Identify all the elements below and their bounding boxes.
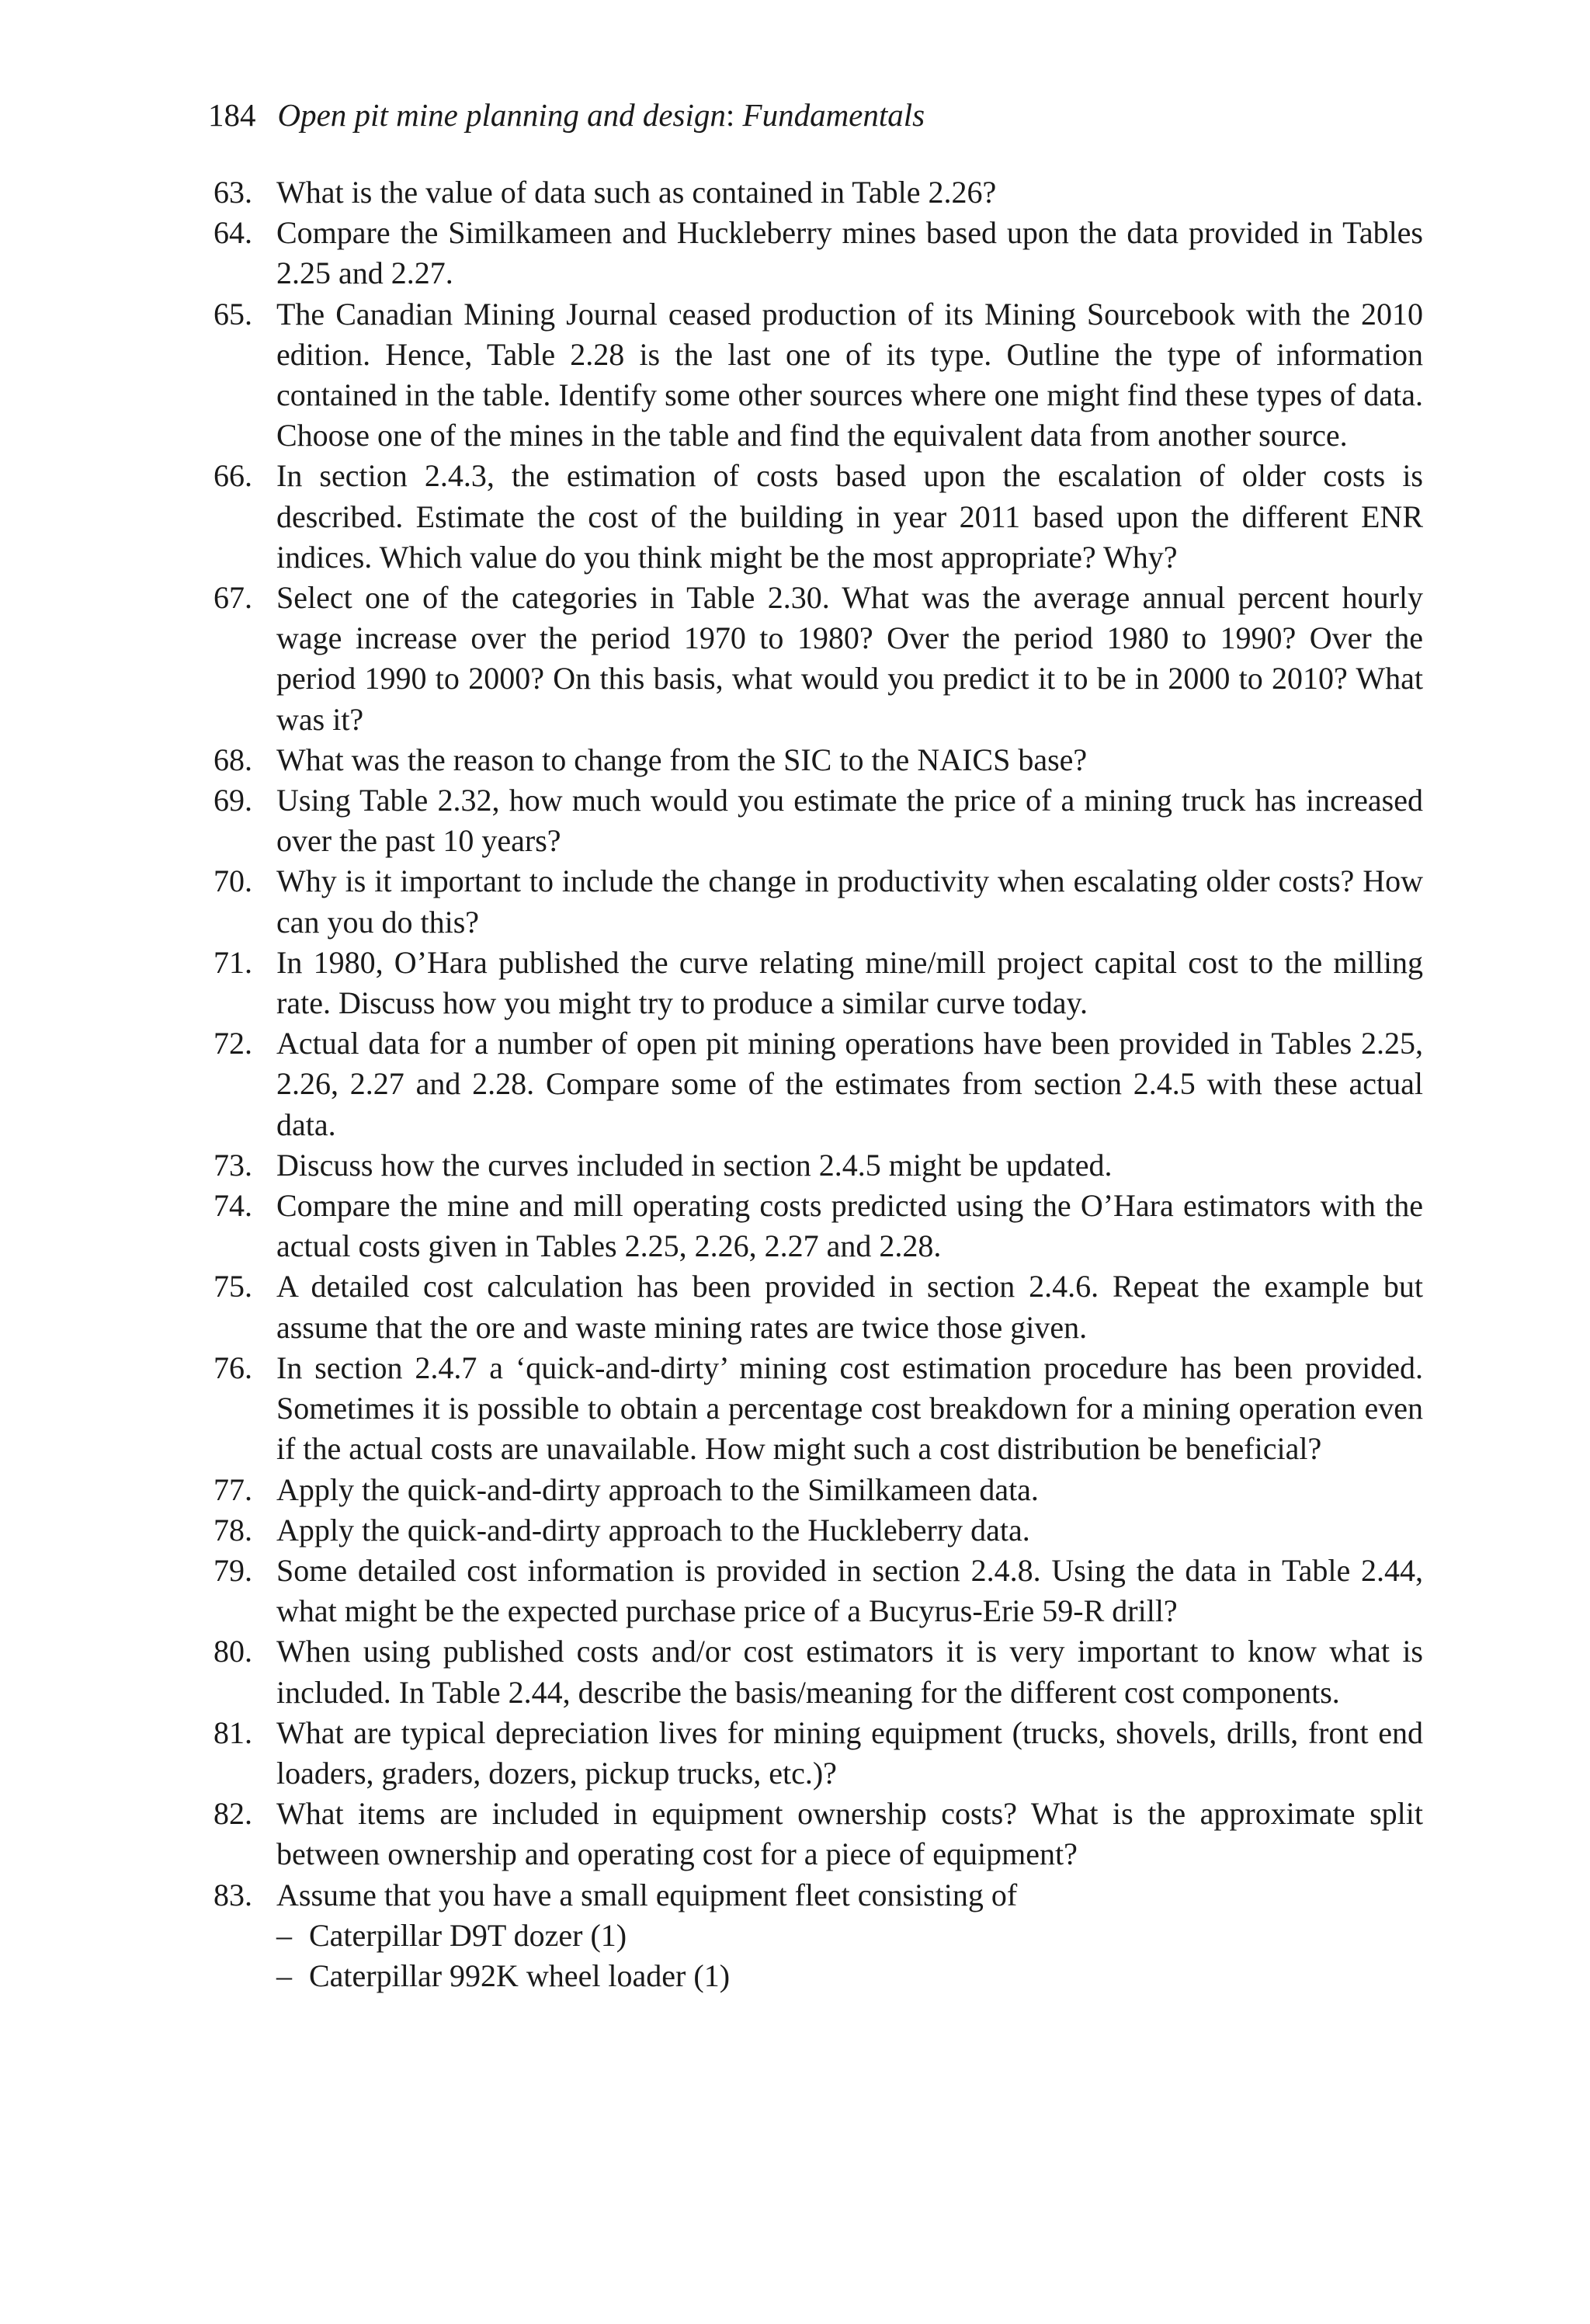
exercise-list [214, 172, 1423, 1996]
question-66 [214, 456, 1423, 578]
question-text: Some detailed cost information is provided in section 2.4.8. Using the data in Table 2.44, what might be the expected purchase price of a Bucyrus-Erie 59-R drill? [276, 1552, 1423, 1629]
question-number: 73. [214, 1147, 252, 1183]
question-number: 65. [214, 296, 252, 332]
question-73 [214, 1145, 1423, 1186]
question-number: 63. [214, 175, 252, 210]
question-number: 76. [214, 1350, 252, 1385]
question-number: 78. [214, 1512, 252, 1548]
question-number: 75. [214, 1269, 252, 1304]
question-text: In section 2.4.3, the estimation of costs based upon the escalation of older costs is described. Estimate the cost of the building in year 2011 based upon the different ENR indices. Which value do you think might be the most appropriate? Why? [276, 458, 1423, 575]
question-70 [214, 861, 1423, 942]
question-number: 79. [214, 1552, 252, 1588]
question-text: When using published costs and/or cost estimators it is very important to know what is included. In Table 2.44, describe the basis/meaning for the different cost components. [276, 1634, 1423, 1710]
fleet-item-text: Caterpillar D9T dozer (1) [309, 1917, 627, 1953]
list-dash: – [276, 1917, 292, 1953]
fleet-item [276, 1956, 1423, 1996]
question-82 [214, 1794, 1423, 1874]
question-83 [214, 1875, 1423, 1997]
question-text: Apply the quick-and-dirty approach to the Huckleberry data. [276, 1512, 1030, 1548]
question-text: What was the reason to change from the SIC to the NAICS base? [276, 742, 1088, 777]
question-text: Apply the quick-and-dirty approach to the Similkameen data. [276, 1471, 1039, 1507]
question-74 [214, 1186, 1423, 1266]
question-number: 81. [214, 1714, 252, 1750]
question-number: 64. [214, 215, 252, 251]
question-text: What is the value of data such as contained in Table 2.26? [276, 175, 997, 210]
question-63 [214, 172, 1423, 213]
question-number: 71. [214, 944, 252, 980]
question-number: 72. [214, 1026, 252, 1061]
book-title-main: Open pit mine planning and design [277, 97, 726, 133]
question-number: 66. [214, 458, 252, 494]
question-number: 74. [214, 1188, 252, 1224]
question-text: Compare the Similkameen and Huckleberry mines based upon the data provided in Tables 2.25 and 2.27. [276, 215, 1423, 291]
question-69 [214, 780, 1423, 861]
question-text: Why is it important to include the change in productivity when escalating older costs? How can you do this? [276, 863, 1423, 940]
question-72 [214, 1023, 1423, 1145]
question-text: Discuss how the curves included in section 2.4.5 might be updated. [276, 1147, 1113, 1183]
question-text: Using Table 2.32, how much would you estimate the price of a mining truck has increased over the past 10 years? [276, 783, 1423, 859]
fleet-item [276, 1916, 1423, 1956]
question-text: In 1980, O’Hara published the curve relating mine/mill project capital cost to the milling rate. Discuss how you might try to produce a similar curve today. [276, 944, 1423, 1021]
question-text: Compare the mine and mill operating costs predicted using the O’Hara estimators with the actual costs given in Tables 2.25, 2.26, 2.27 and 2.28. [276, 1188, 1423, 1264]
question-text: Assume that you have a small equipment fleet consisting of [276, 1877, 1018, 1912]
question-80 [214, 1631, 1423, 1712]
question-text: A detailed cost calculation has been provided in section 2.4.6. Repeat the example but assume that the ore and waste mining rates are twice those given. [276, 1269, 1423, 1345]
question-number: 68. [214, 742, 252, 777]
question-number: 82. [214, 1796, 252, 1832]
question-number: 67. [214, 580, 252, 616]
fleet-list [276, 1916, 1423, 1996]
question-text: Select one of the categories in Table 2.30. What was the average annual percent hourly wage increase over the period 1970 to 1980? Over the period 1980 to 1990? Over the period 1990 to 2000? On this basis, what would you predict it to be in 2000 to 2010? What was it? [276, 580, 1423, 737]
question-text: Actual data for a number of open pit mining operations have been provided in Tables 2.25, 2.26, 2.27 and 2.28. Compare some of the estimates from section 2.4.5 with these actual data. [276, 1026, 1423, 1142]
fleet-item-text: Caterpillar 992K wheel loader (1) [309, 1958, 731, 1993]
page-number: 184 [208, 97, 256, 133]
question-67 [214, 578, 1423, 740]
question-78 [214, 1510, 1423, 1551]
question-68 [214, 740, 1423, 780]
question-76 [214, 1348, 1423, 1470]
question-75 [214, 1266, 1423, 1347]
question-text: In section 2.4.7 a ‘quick-and-dirty’ mining cost estimation procedure has been provided. Sometimes it is possible to obtain a percentage cost breakdown for a mining operation even if the actual costs are unavailable. How might such a cost distribution be beneficial? [276, 1350, 1423, 1467]
question-number: 83. [214, 1877, 252, 1912]
question-text: What items are included in equipment ownership costs? What is the approximate split between ownership and operating cost for a piece of equipment? [276, 1796, 1423, 1872]
running-header [208, 92, 925, 138]
question-number: 80. [214, 1634, 252, 1669]
question-text: What are typical depreciation lives for mining equipment (trucks, shovels, drills, front end loaders, graders, dozers, pickup trucks, etc.)? [276, 1714, 1423, 1791]
question-71 [214, 943, 1423, 1023]
question-number: 70. [214, 863, 252, 899]
question-79 [214, 1551, 1423, 1631]
book-subtitle: Fundamentals [742, 97, 925, 133]
book-title-separator: : [725, 97, 743, 133]
question-number: 77. [214, 1471, 252, 1507]
question-64 [214, 213, 1423, 294]
book-title [278, 97, 925, 133]
question-77 [214, 1470, 1423, 1510]
question-65 [214, 294, 1423, 457]
question-number: 69. [214, 783, 252, 818]
list-dash: – [276, 1958, 292, 1993]
question-81 [214, 1713, 1423, 1794]
question-text: The Canadian Mining Journal ceased production of its Mining Sourcebook with the 2010 edition. Hence, Table 2.28 is the last one of its type. Outline the type of information contained in the table. Identify some other sources where one might find these types of data. Choose one of the mines in the table and find the equivalent data from another source. [276, 296, 1423, 453]
